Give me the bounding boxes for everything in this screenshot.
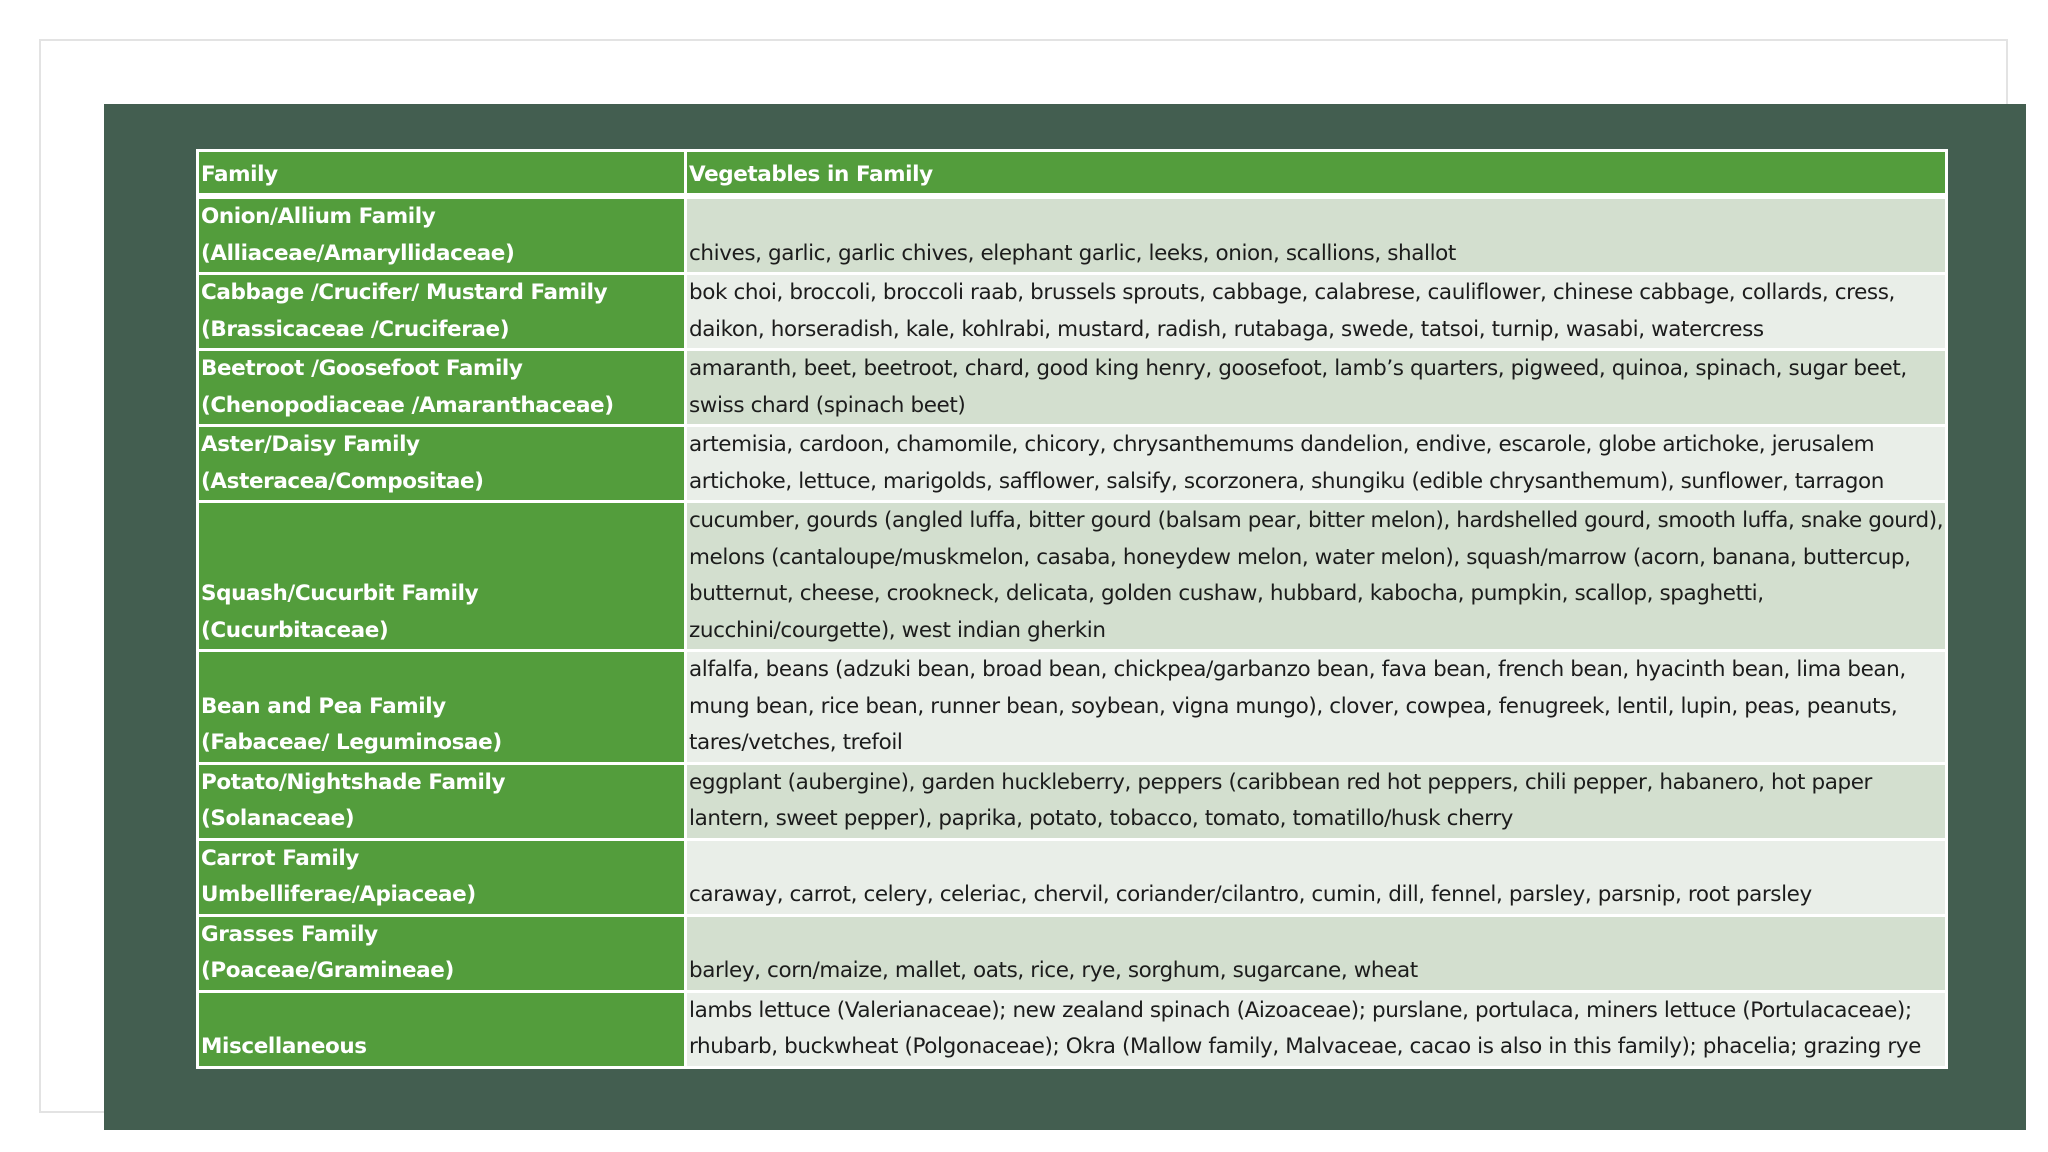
vegetables-cell: eggplant (aubergine), garden huckleberry, peppers (caribbean red hot peppers, chili pepper, habanero, hot paper lantern, sweet pepper), paprika, potato, tobacco, tomato, tomatillo/husk cherry — [686, 763, 1947, 839]
header-family: Family — [198, 151, 686, 197]
family-cell — [198, 196, 686, 274]
family-cell — [198, 763, 686, 839]
family-name-line: Cabbage /Crucifer/ Mustard Family — [201, 280, 608, 305]
table-row — [198, 426, 1947, 502]
family-name-line: Grasses Family — [201, 921, 378, 947]
table-row — [198, 991, 1947, 1067]
vegetables-cell: alfalfa, beans (adzuki bean, broad bean, chickpea/garbanzo bean, fava bean, french bean, hyacinth bean, lima bean, mung bean, rice bean, runner bean, soybean, vigna mungo), clover, cowpea, fenugreek, lentil, lupin, peas, peanuts, tares/vetches, trefoil — [686, 651, 1947, 764]
table-row — [198, 350, 1947, 426]
slide-frame — [39, 39, 2008, 1113]
vegetable-family-table — [196, 149, 1948, 1069]
family-cell — [198, 350, 686, 426]
slide-canvas — [104, 104, 2026, 1130]
header-vegetables: Vegetables in Family — [686, 151, 1947, 197]
family-cell — [198, 651, 686, 764]
family-name-line: (Chenopodiaceae /Amaranthaceae) — [201, 392, 614, 418]
family-cell — [198, 502, 686, 651]
family-cell — [198, 991, 686, 1067]
family-name-line: Aster/Daisy Family — [201, 432, 420, 457]
family-name-line: Beetroot /Goosefoot Family — [201, 356, 523, 381]
vegetables-cell: bok choi, broccoli, broccoli raab, brussels sprouts, cabbage, calabrese, cauliflower, chinese cabbage, collards, cress, daikon, horseradish, kale, kohlrabi, mustard, radish, rutabaga, swede, tatsoi, turnip, wasabi, watercress — [686, 274, 1947, 350]
family-name-line: (Poaceae/Gramineae) — [201, 958, 454, 983]
table-row — [198, 274, 1947, 350]
family-name-line: Carrot Family — [201, 845, 359, 871]
family-name-line: Miscellaneous — [201, 1034, 367, 1059]
family-name-line: (Brassicaceae /Cruciferae) — [201, 316, 510, 342]
vegetables-cell: cucumber, gourds (angled luffa, bitter gourd (balsam pear, bitter melon), hardshelled gourd, smooth luffa, snake gourd), melons (cantaloupe/muskmelon, casaba, honeydew melon, water melon), squash/marrow (acorn, banana, buttercup, butternut, cheese, crookneck, delicata, golden cushaw, hubbard, kabocha, pumpkin, scallop, spaghetti, zucchini/courgette), west indian gherkin — [686, 502, 1947, 651]
family-name-line: Potato/Nightshade Family — [201, 769, 506, 795]
family-name-line: (Alliaceae/Amaryllidaceae) — [201, 240, 515, 266]
vegetables-cell: artemisia, cardoon, chamomile, chicory, chrysanthemums dandelion, endive, escarole, globe artichoke, jerusalem artichoke, lettuce, marigolds, safflower, salsify, scorzonera, shungiku (edible chrysanthemum), sunflower, tarragon — [686, 426, 1947, 502]
table-body — [198, 196, 1947, 1067]
family-name-line: Umbelliferae/Apiaceae) — [201, 882, 476, 907]
family-name-line: (Cucurbitaceae) — [201, 617, 389, 643]
table-row — [198, 502, 1947, 651]
vegetables-cell: amaranth, beet, beetroot, chard, good king henry, goosefoot, lamb’s quarters, pigweed, quinoa, spinach, sugar beet, swiss chard (spinach beet) — [686, 350, 1947, 426]
table-row — [198, 196, 1947, 274]
family-name-line: (Fabaceae/ Leguminosae) — [201, 730, 502, 755]
family-cell — [198, 839, 686, 915]
vegetables-cell: caraway, carrot, celery, celeriac, chervil, coriander/cilantro, cumin, dill, fennel, parsley, parsnip, root parsley — [686, 839, 1947, 915]
table-row — [198, 915, 1947, 991]
vegetables-cell: barley, corn/maize, mallet, oats, rice, rye, sorghum, sugarcane, wheat — [686, 915, 1947, 991]
family-name-line: Squash/Cucurbit Family — [201, 581, 479, 606]
family-name-line: Onion/Allium Family — [201, 204, 436, 229]
family-name-line: Bean and Pea Family — [201, 693, 446, 719]
vegetables-cell: lambs lettuce (Valerianaceae); new zealand spinach (Aizoaceae); purslane, portulaca, miners lettuce (Portulacaceae); rhubarb, buckwheat (Polgonaceae); Okra (Mallow family, Malvaceae, cacao is also in this family); phacelia; grazing rye — [686, 991, 1947, 1067]
family-cell — [198, 915, 686, 991]
vegetables-cell: chives, garlic, garlic chives, elephant garlic, leeks, onion, scallions, shallot — [686, 196, 1947, 274]
family-cell — [198, 426, 686, 502]
family-cell — [198, 274, 686, 350]
table-row — [198, 651, 1947, 764]
table-row — [198, 839, 1947, 915]
family-name-line: (Solanaceae) — [201, 806, 355, 831]
family-name-line: (Asteracea/Compositae) — [201, 468, 484, 494]
table-row — [198, 763, 1947, 839]
table-header-row — [198, 151, 1947, 197]
